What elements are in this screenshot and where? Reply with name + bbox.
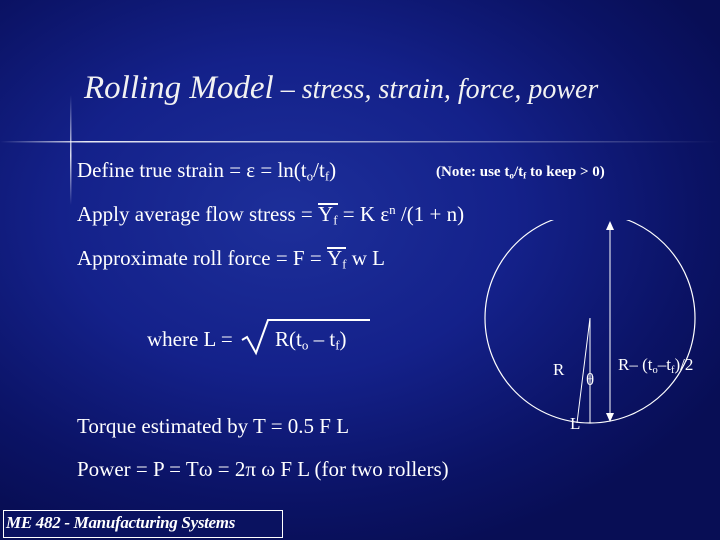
strain-slash: /t (313, 158, 325, 182)
note-sub-f: f (523, 171, 527, 182)
where-R: R(t (275, 327, 302, 351)
power-mid: = 2 (212, 457, 246, 481)
force-yf-bar (327, 247, 347, 271)
note-sub-o: o (509, 171, 514, 182)
strain-mid: = ln(t (255, 158, 307, 182)
where-sub-f: f (335, 337, 340, 353)
power-line (77, 457, 449, 482)
strain-end: ) (329, 158, 337, 182)
power-omega: ω (198, 457, 213, 481)
flow-stress-line (77, 202, 464, 227)
roller-diagram (480, 220, 720, 440)
title-sub: – stress, strain, force, power (273, 74, 599, 105)
flow-prefix: Apply average flow stress = (77, 202, 319, 227)
force-sub-f: f (342, 256, 347, 272)
strain-sub-o: o (306, 168, 314, 184)
where-sub-o: o (301, 337, 309, 353)
flow-mid: = K (337, 202, 381, 227)
dim-mid: –t (657, 355, 671, 374)
flow-sub-f: f (333, 212, 338, 228)
label-dimension (618, 355, 693, 376)
dim-prefix: R– (t (618, 355, 653, 374)
dim-end: )/2 (674, 355, 694, 374)
where-L-line (147, 327, 233, 352)
note-prefix: (Note: use t (436, 164, 510, 180)
sqrt-argument (275, 327, 347, 354)
note-slash: /t (513, 164, 524, 180)
slide-title (84, 70, 598, 107)
roll-force-line (77, 246, 385, 271)
strain-prefix: Define true strain = (77, 158, 247, 182)
decor-vertical-line (70, 95, 72, 205)
power-prefix: Power = P = T (77, 457, 199, 481)
power-end: F L (for two rollers) (275, 457, 449, 481)
strain-note (436, 164, 605, 182)
force-Y: Y (326, 246, 343, 270)
strain-line (77, 158, 336, 185)
decor-horizontal-line (0, 141, 720, 143)
flow-yf-bar (318, 203, 338, 227)
where-prefix: where L = (147, 327, 233, 351)
dimension-arrow-top (606, 221, 614, 230)
label-L: L (570, 414, 581, 433)
force-end: w L (346, 246, 385, 270)
course-footer: ME 482 - Manufacturing Systems (6, 513, 236, 532)
strain-sub-f: f (324, 168, 330, 184)
where-end: ) (339, 327, 347, 351)
force-prefix: Approximate roll force = F = (77, 246, 327, 270)
dim-sub-f: f (670, 364, 675, 376)
power-omega-2: ω (261, 457, 276, 481)
flow-sup-n: n (389, 202, 396, 217)
label-R: R (553, 360, 565, 379)
flow-epsilon: ε (380, 202, 390, 227)
note-end: to keep > 0) (526, 164, 605, 180)
flow-Y: Y (318, 202, 334, 227)
label-theta: θ (586, 370, 595, 389)
torque-line (77, 414, 349, 439)
where-mid: – t (308, 327, 336, 351)
title-main: Rolling Model (84, 70, 274, 106)
power-pi: π (245, 457, 256, 481)
torque-text: Torque estimated by T = 0.5 F L (77, 414, 350, 438)
flow-end: /(1 + n) (395, 202, 465, 227)
strain-epsilon: ε (246, 158, 256, 182)
dim-sub-o: o (652, 364, 658, 376)
